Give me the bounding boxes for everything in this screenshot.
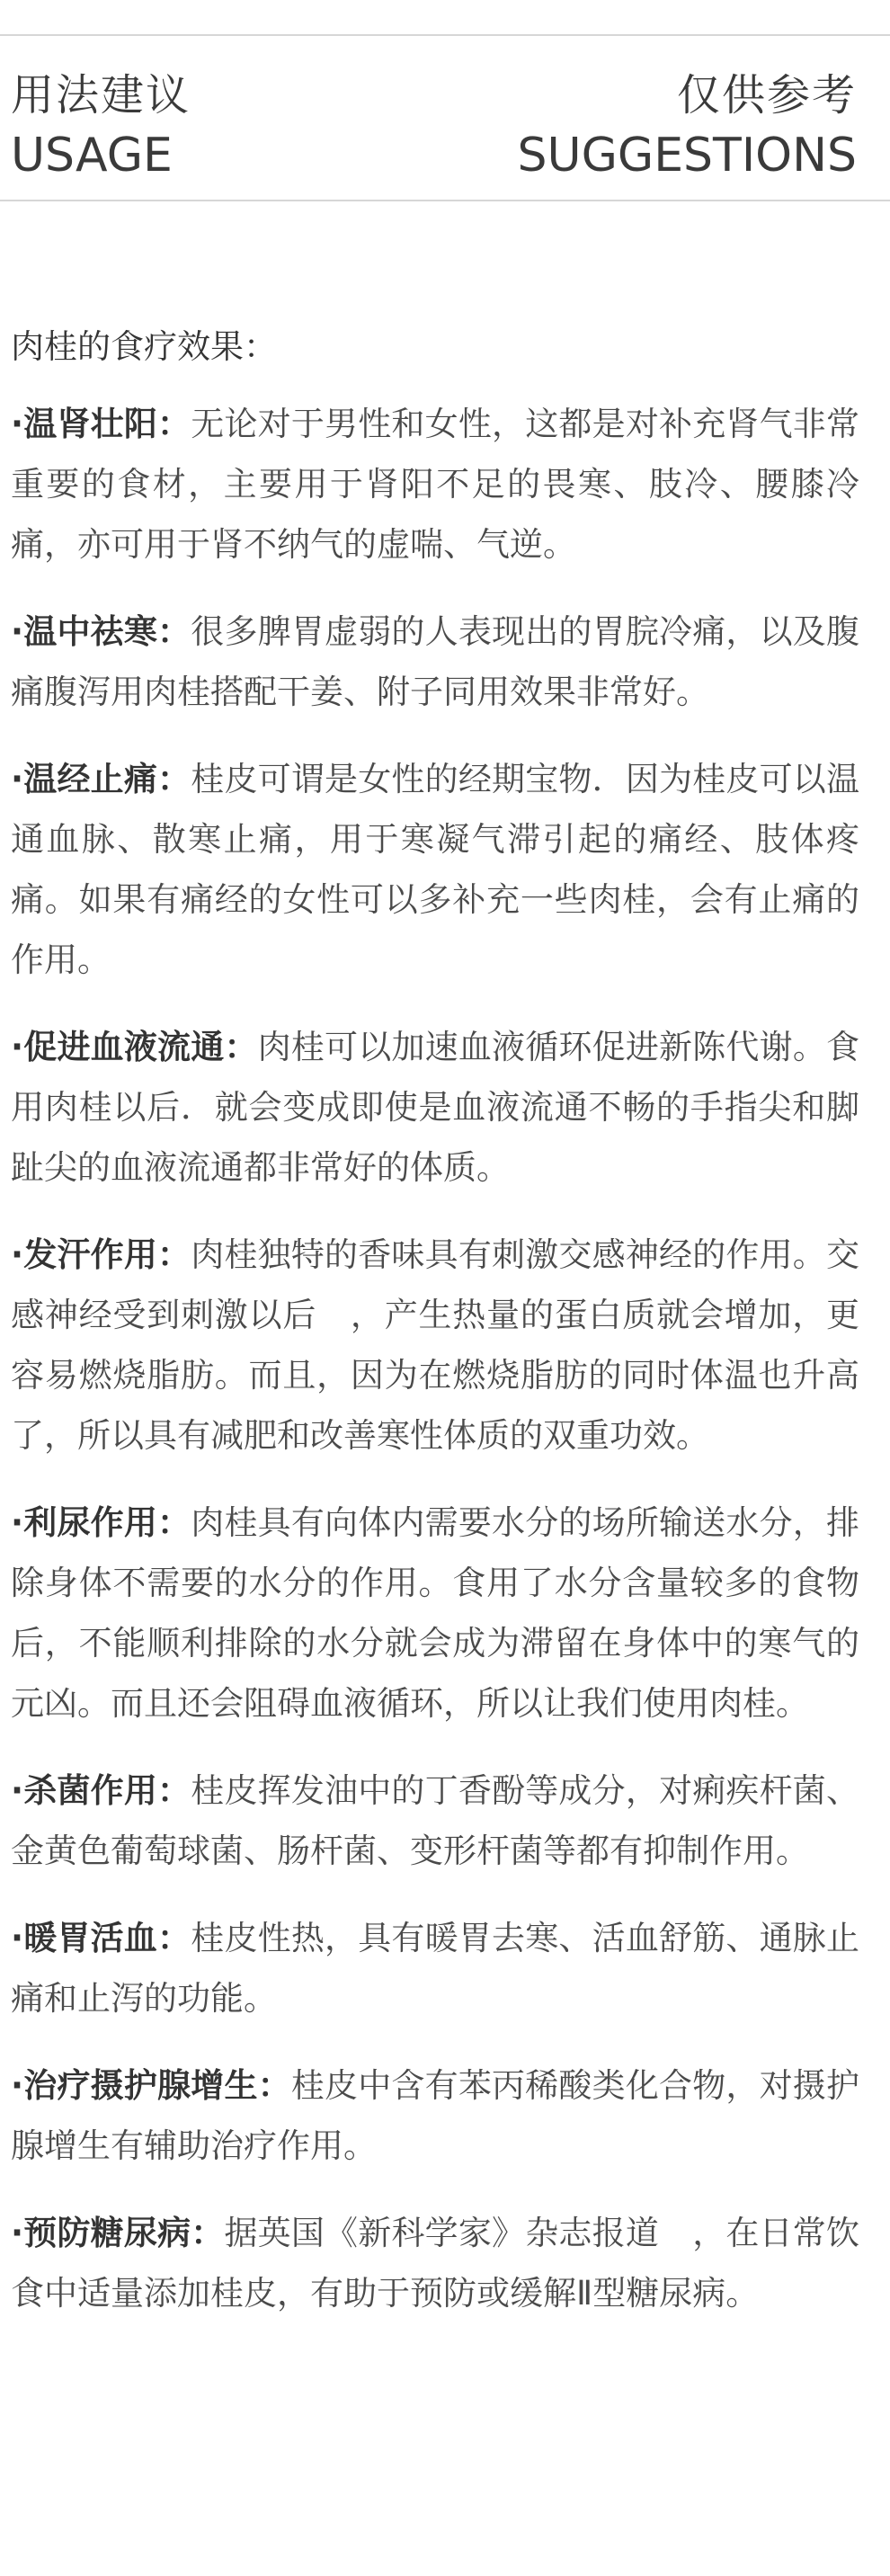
benefit-term: 温经止痛： <box>23 760 191 798</box>
bullet-dot: · <box>11 1235 24 1274</box>
header-left-title <box>11 65 191 185</box>
benefit-term: 治疗摄护腺增生： <box>23 2066 291 2105</box>
benefit-description: 无论对于男性和女性，这都是对补充肾气非常重要的食材，主要用于肾阳不足的畏寒、肢冷、腰膝冷痛，亦可用于肾不纳气的虚喘、气逆。 <box>11 405 860 564</box>
benefit-term: 杀菌作用： <box>23 1771 191 1810</box>
header-usage-cn: 用法建议 <box>11 70 191 120</box>
benefit-item <box>11 602 859 722</box>
bullet-dot: · <box>11 760 24 798</box>
benefit-description: 很多脾胃虚弱的人表现出的胃脘冷痛，以及腹痛腹泻用肉桂搭配干姜、附子同用效果非常好。 <box>11 612 860 711</box>
benefit-description: 桂皮性热，具有暖胃去寒、活血舒筋、通脉止痛和止泻的功能。 <box>11 1919 860 2018</box>
bullet-dot: · <box>11 405 24 443</box>
benefit-description: 肉桂可以加速血液循环促进新陈代谢。食用肉桂以后．就会变成即使是血液流通不畅的手指尖和脚趾尖的血液流通都非常好的体质。 <box>11 1028 860 1187</box>
benefit-item <box>11 1225 859 1466</box>
bullet-dot: · <box>11 612 24 651</box>
benefit-term: 温肾壮阳： <box>23 405 191 443</box>
benefit-item <box>11 1908 859 2028</box>
bullet-dot: · <box>11 1919 24 1957</box>
intro-heading: 肉桂的食疗效果： <box>11 327 277 366</box>
benefit-term: 发汗作用： <box>23 1235 191 1274</box>
benefit-item <box>11 1493 859 1734</box>
header-reference-cn: 仅供参考 <box>676 70 857 120</box>
benefit-term: 利尿作用： <box>23 1503 191 1542</box>
top-divider <box>0 34 890 36</box>
benefit-term: 预防糖尿病： <box>23 2214 225 2252</box>
benefit-description: 桂皮挥发油中的丁香酚等成分，对痢疾杆菌、金黄色葡萄球菌、肠杆菌、变形杆菌等都有抑制作用。 <box>11 1771 860 1870</box>
article-content <box>11 320 859 2350</box>
benefit-description: 据英国《新科学家》杂志报道 ，在日常饮食中适量添加桂皮，有助于预防或缓解Ⅱ型糖尿病。 <box>11 2214 860 2313</box>
benefit-term: 暖胃活血： <box>23 1919 191 1957</box>
header-divider <box>0 200 890 201</box>
benefit-description: 桂皮中含有苯丙稀酸类化合物，对摄护腺增生有辅助治疗作用。 <box>11 2066 860 2165</box>
benefit-item <box>11 1017 859 1198</box>
benefit-term: 促进血液流通： <box>23 1028 258 1066</box>
benefit-item <box>11 2203 859 2323</box>
bullet-dot: · <box>11 2214 24 2252</box>
benefit-description: 肉桂独特的香味具有刺激交感神经的作用。交感神经受到刺激以后 ，产生热量的蛋白质就会增加，更容易燃烧脂肪。而且，因为在燃烧脂肪的同时体温也升高了，所以具有减肥和改善寒性体质的双重功效。 <box>11 1235 860 1455</box>
benefit-item <box>11 749 859 990</box>
section-header <box>0 56 890 200</box>
bullet-dot: · <box>11 2066 24 2105</box>
benefit-term: 温中祛寒： <box>23 612 191 651</box>
header-usage-en: USAGE <box>11 129 173 183</box>
benefit-item <box>11 394 859 575</box>
benefit-description: 肉桂具有向体内需要水分的场所输送水分，排除身体不需要的水分的作用。食用了水分含量较多的食物后，不能顺利排除的水分就会成为滞留在身体中的寒气的元凶。而且还会阻碍血液循环，所以让我们使用肉桂。 <box>11 1503 860 1723</box>
header-suggestions-en: SUGGESTIONS <box>517 129 857 183</box>
bullet-dot: · <box>11 1503 24 1542</box>
benefit-item <box>11 2055 859 2176</box>
benefit-item <box>11 1760 859 1881</box>
bullet-dot: · <box>11 1028 24 1066</box>
header-right-title <box>518 65 857 185</box>
benefit-description: 桂皮可谓是女性的经期宝物．因为桂皮可以温通血脉、散寒止痛，用于寒凝气滞引起的痛经、肢体疼痛。如果有痛经的女性可以多补充一些肉桂，会有止痛的作用。 <box>11 760 860 979</box>
bullet-dot: · <box>11 1771 24 1810</box>
